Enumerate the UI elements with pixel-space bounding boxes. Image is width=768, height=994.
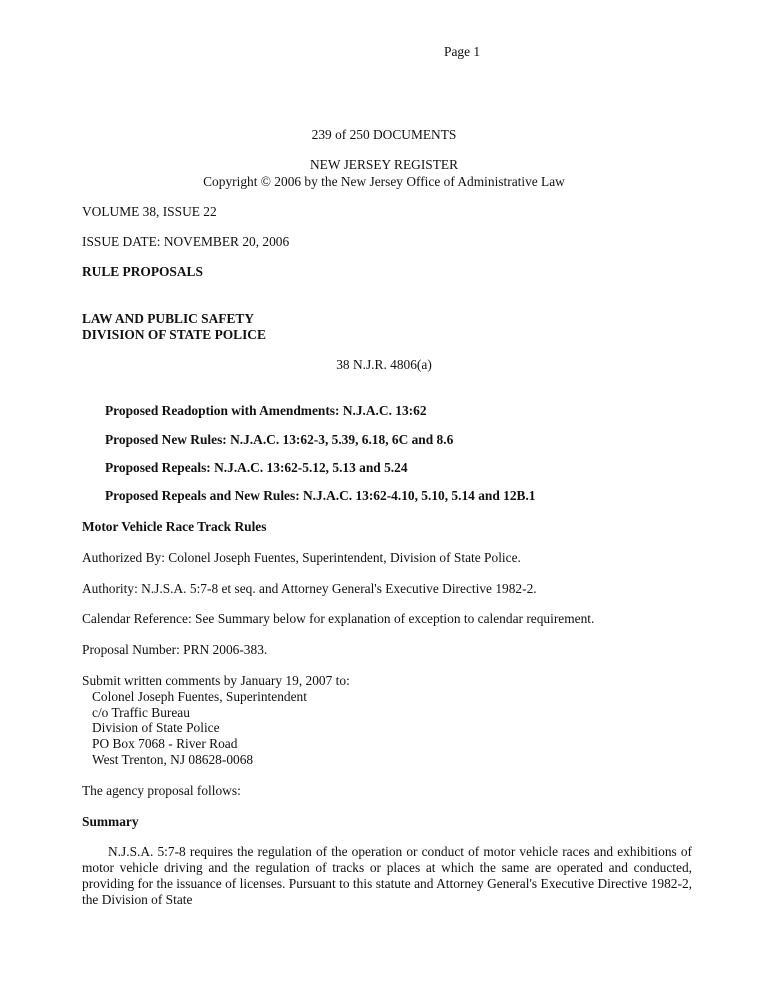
document-count: 239 of 250 DOCUMENTS (311, 127, 457, 142)
page-number: Page 1 (444, 44, 481, 59)
rule-title: Motor Vehicle Race Track Rules (82, 519, 267, 534)
address-line: PO Box 7068 - River Road (92, 736, 238, 751)
address-line: Colonel Joseph Fuentes, Superintendent (92, 689, 307, 704)
proposal-readoption: Proposed Readoption with Amendments: N.J.A.C. 13:62 (105, 403, 427, 418)
publication-title: NEW JERSEY REGISTER (309, 157, 459, 172)
section-heading: RULE PROPOSALS (82, 264, 203, 279)
volume-issue: VOLUME 38, ISSUE 22 (82, 204, 217, 219)
summary-heading: Summary (82, 814, 139, 829)
agency-division: DIVISION OF STATE POLICE (82, 327, 266, 342)
address-line: c/o Traffic Bureau (92, 705, 190, 720)
comments-intro: Submit written comments by January 19, 2007 to: (82, 673, 350, 688)
issue-date: ISSUE DATE: NOVEMBER 20, 2006 (82, 234, 290, 249)
register-citation: 38 N.J.R. 4806(a) (336, 357, 432, 372)
proposal-repeals: Proposed Repeals: N.J.A.C. 13:62-5.12, 5.13 and 5.24 (105, 460, 408, 475)
authority: Authority: N.J.S.A. 5:7-8 et seq. and Attorney General's Executive Directive 1982-2. (82, 581, 537, 596)
proposal-follows: The agency proposal follows: (82, 783, 241, 798)
agency-department: LAW AND PUBLIC SAFETY (82, 311, 255, 326)
authorized-by: Authorized By: Colonel Joseph Fuentes, Superintendent, Division of State Police. (82, 550, 521, 565)
proposal-repeals-new-rules: Proposed Repeals and New Rules: N.J.A.C. 13:62-4.10, 5.10, 5.14 and 12B.1 (105, 488, 536, 503)
copyright-notice: Copyright © 2006 by the New Jersey Office of Administrative Law (203, 174, 565, 189)
calendar-reference: Calendar Reference: See Summary below for explanation of exception to calendar requirement. (82, 611, 595, 626)
address-line: Division of State Police (92, 720, 220, 735)
address-line: West Trenton, NJ 08628-0068 (92, 752, 254, 767)
proposal-new-rules: Proposed New Rules: N.J.A.C. 13:62-3, 5.39, 6.18, 6C and 8.6 (105, 432, 454, 447)
proposal-number: Proposal Number: PRN 2006-383. (82, 642, 268, 657)
summary-paragraph: N.J.S.A. 5:7-8 requires the regulation of the operation or conduct of motor vehicle races and exhibitions of motor vehicle driving and the regulation of tracks or places at which the same are operated and conducted, providing for the issuance of licenses. Pursuant to this statute and Attorney General's Executive Directive 1982-2, the Division of State (82, 844, 692, 907)
